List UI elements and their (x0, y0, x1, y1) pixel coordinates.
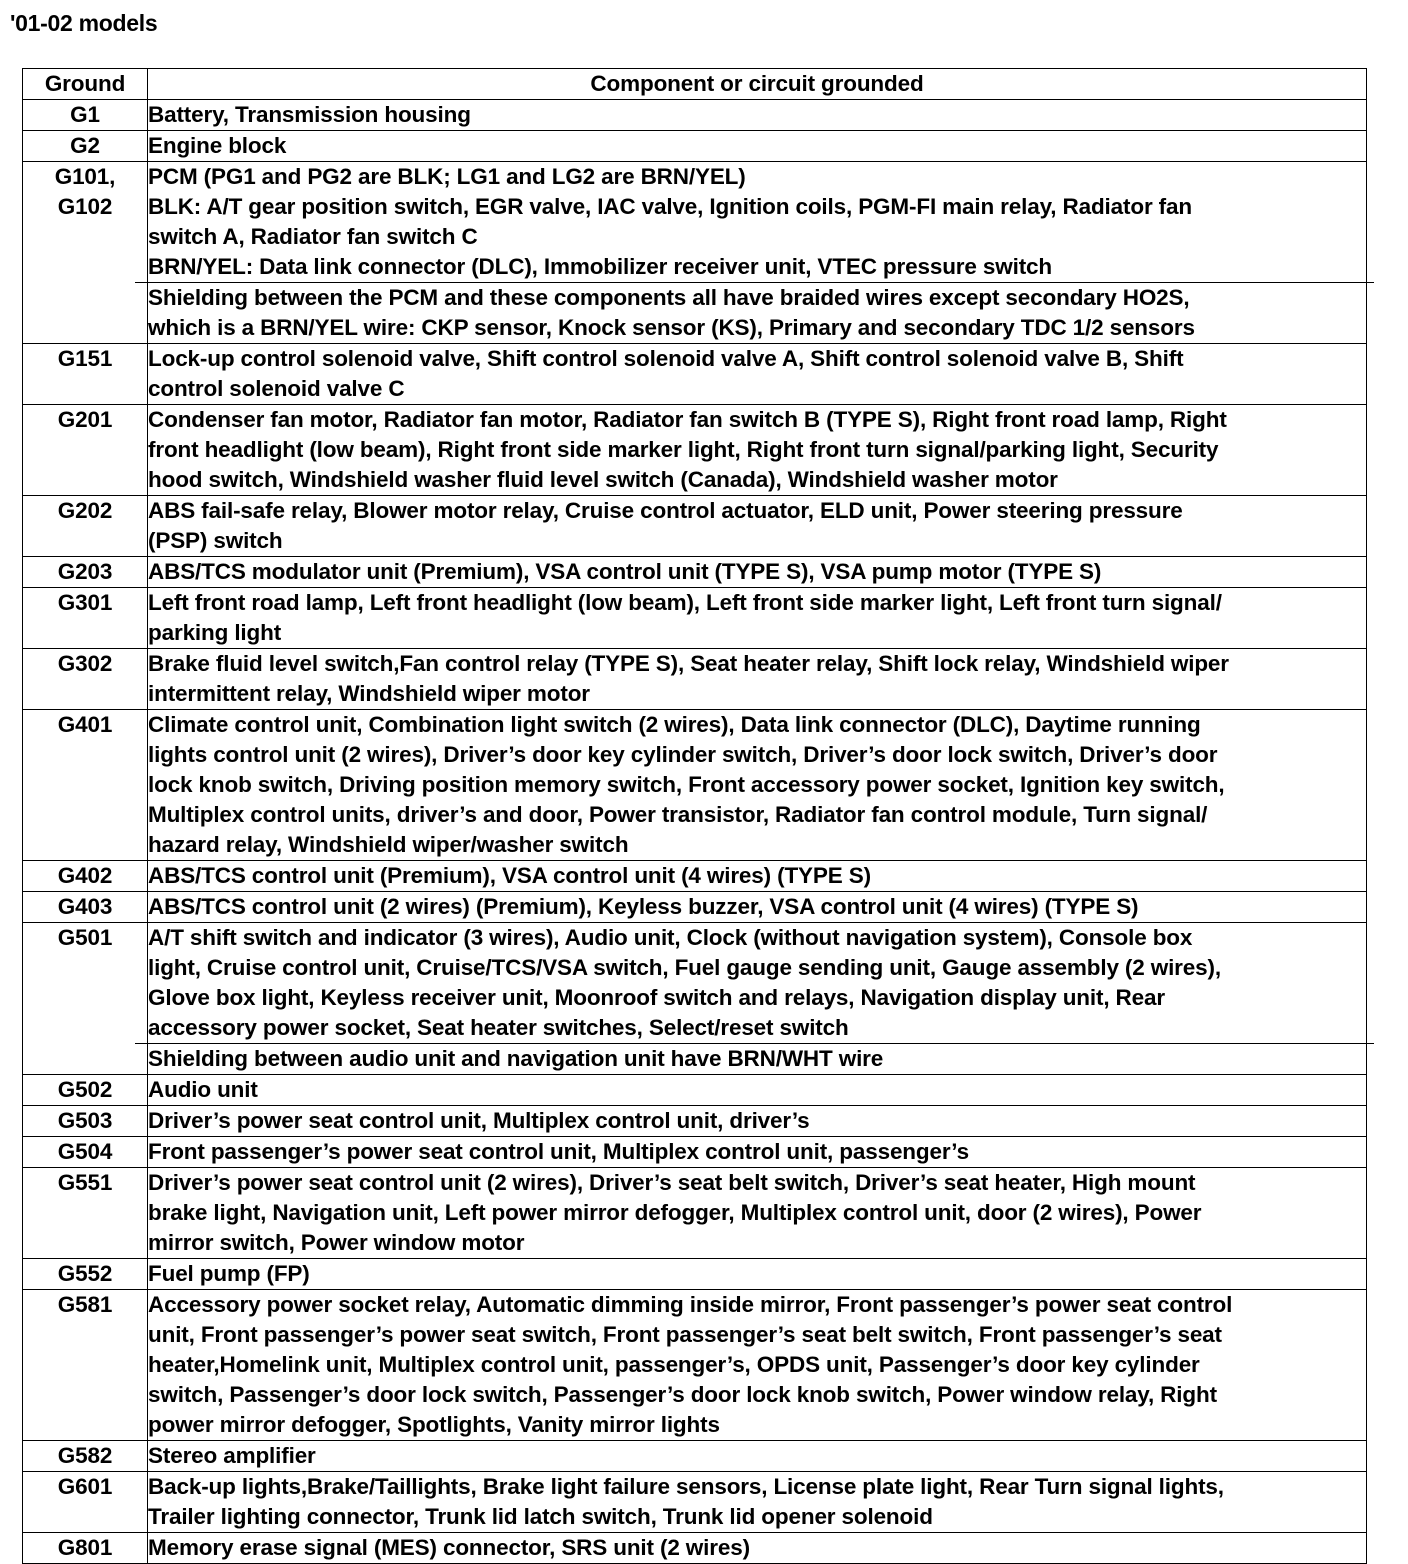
ground-cell (23, 1075, 148, 1106)
page-title: '01-02 models (10, 10, 158, 36)
component-line: (PSP) switch (148, 528, 283, 553)
ground-cell (23, 892, 148, 923)
ground-cell (23, 344, 148, 405)
component-block (148, 496, 1366, 556)
component-block (148, 923, 1366, 1043)
component-line: Trailer lighting connector, Trunk lid latch switch, Trunk lid opener solenoid (148, 1504, 933, 1529)
ground-cell (23, 131, 148, 162)
table-row (23, 861, 1367, 892)
ground-cell (23, 588, 148, 649)
ground-id: G2 (70, 133, 100, 158)
component-line: Stereo amplifier (148, 1443, 316, 1468)
component-block (148, 710, 1366, 860)
component-block (148, 557, 1366, 587)
component-cell (148, 1290, 1367, 1441)
ground-id: G151 (57, 346, 113, 371)
table-row (23, 892, 1367, 923)
component-line: ABS fail-safe relay, Blower motor relay, Cruise control actuator, ELD unit, Power steering pressure (148, 498, 1183, 523)
table-row (23, 1441, 1367, 1472)
ground-id: G302 (57, 651, 113, 676)
component-cell (148, 1137, 1367, 1168)
component-line: Shielding between audio unit and navigation unit have BRN/WHT wire (148, 1046, 884, 1071)
ground-id: G501 (57, 925, 113, 950)
table-row (23, 1137, 1367, 1168)
ground-cell (23, 557, 148, 588)
ground-id: G582 (57, 1443, 113, 1468)
ground-cell (23, 162, 148, 344)
component-block (148, 162, 1366, 282)
ground-cell (23, 923, 148, 1075)
component-line: hood switch, Windshield washer fluid level switch (Canada), Windshield washer motor (148, 467, 1058, 492)
table-row (23, 1106, 1367, 1137)
table-row (23, 1290, 1367, 1441)
ground-id: G201 (57, 407, 113, 432)
component-line: Climate control unit, Combination light switch (2 wires), Data link connector (DLC), Daytime running (148, 712, 1201, 737)
component-cell (148, 1472, 1367, 1533)
component-line: Engine block (148, 133, 287, 158)
component-cell (148, 100, 1367, 131)
component-block (148, 405, 1366, 495)
component-line: Multiplex control units, driver’s and door, Power transistor, Radiator fan control module, Turn signal/ (148, 802, 1208, 827)
component-cell (148, 1168, 1367, 1259)
component-cell (148, 588, 1367, 649)
component-line: Driver’s power seat control unit, Multiplex control unit, driver’s (148, 1108, 810, 1133)
ground-id: G403 (57, 894, 113, 919)
component-line: Memory erase signal (MES) connector, SRS unit (2 wires) (148, 1535, 750, 1560)
component-line: intermittent relay, Windshield wiper motor (148, 681, 590, 706)
component-line: BLK: A/T gear position switch, EGR valve, IAC valve, Ignition coils, PGM-FI main relay, Radiator fan (148, 194, 1192, 219)
component-line: light, Cruise control unit, Cruise/TCS/VSA switch, Fuel gauge sending unit, Gauge assembly (2 wires), (148, 955, 1221, 980)
ground-table (22, 68, 1367, 1564)
component-cell (148, 1106, 1367, 1137)
table-row (23, 1168, 1367, 1259)
table-row (23, 496, 1367, 557)
component-line: Shielding between the PCM and these components all have braided wires except secondary HO2S, (148, 285, 1190, 310)
ground-id: G601 (57, 1474, 113, 1499)
component-block (148, 1259, 1366, 1289)
component-line: ABS/TCS modulator unit (Premium), VSA control unit (TYPE S), VSA pump motor (TYPE S) (148, 559, 1102, 584)
component-block (148, 861, 1366, 891)
table-row (23, 649, 1367, 710)
ground-id: G102 (57, 194, 113, 219)
component-block (148, 1137, 1366, 1167)
component-line: BRN/YEL: Data link connector (DLC), Immobilizer receiver unit, VTEC pressure switch (148, 254, 1052, 279)
ground-cell (23, 1106, 148, 1137)
ground-cell (23, 405, 148, 496)
component-cell (148, 1441, 1367, 1472)
ground-cell (23, 1472, 148, 1533)
ground-cell (23, 649, 148, 710)
component-line: control solenoid valve C (148, 376, 405, 401)
component-cell (148, 892, 1367, 923)
component-line: front headlight (low beam), Right front side marker light, Right front turn signal/parking light, Security (148, 437, 1219, 462)
component-block (148, 1168, 1366, 1258)
component-cell (148, 1075, 1367, 1106)
table-row (23, 1259, 1367, 1290)
table-row (23, 1472, 1367, 1533)
component-line: Driver’s power seat control unit (2 wires), Driver’s seat belt switch, Driver’s seat heater, High mount (148, 1170, 1196, 1195)
ground-id: G551 (57, 1170, 113, 1195)
component-block (148, 1441, 1366, 1471)
component-block (148, 588, 1366, 648)
component-block (148, 344, 1366, 404)
header-row (23, 69, 1367, 100)
component-cell (148, 649, 1367, 710)
component-line: Back-up lights,Brake/Taillights, Brake light failure sensors, License plate light, Rear Turn signal lights, (148, 1474, 1224, 1499)
component-line: Brake fluid level switch,Fan control relay (TYPE S), Seat heater relay, Shift lock relay, Windshield wiper (148, 651, 1229, 676)
component-line: heater,Homelink unit, Multiplex control unit, passenger’s, OPDS unit, Passenger’s door key cylinder (148, 1352, 1200, 1377)
ground-cell (23, 710, 148, 861)
ground-cell (23, 100, 148, 131)
ground-cell (23, 1137, 148, 1168)
table-row (23, 100, 1367, 131)
component-cell (148, 405, 1367, 496)
ground-id: G101, (54, 164, 116, 189)
component-cell (148, 496, 1367, 557)
table-body (23, 100, 1367, 1564)
component-line: switch A, Radiator fan switch C (148, 224, 478, 249)
component-line: parking light (148, 620, 282, 645)
component-cell (148, 1259, 1367, 1290)
component-cell (148, 131, 1367, 162)
component-line: ABS/TCS control unit (2 wires) (Premium), Keyless buzzer, VSA control unit (4 wires) (TYPE S) (148, 894, 1139, 919)
component-column-header: Component or circuit grounded (148, 69, 1367, 100)
component-line: Condenser fan motor, Radiator fan motor, Radiator fan switch B (TYPE S), Right front road lamp, Right (148, 407, 1227, 432)
component-cell (148, 923, 1367, 1075)
ground-id: G202 (57, 498, 113, 523)
component-line: Lock-up control solenoid valve, Shift control solenoid valve A, Shift control solenoid valve B, Shift (148, 346, 1184, 371)
ground-id: G301 (57, 590, 113, 615)
component-line: PCM (PG1 and PG2 are BLK; LG1 and LG2 are BRN/YEL) (148, 164, 746, 189)
component-line: power mirror defogger, Spotlights, Vanity mirror lights (148, 1412, 720, 1437)
component-block (148, 649, 1366, 709)
component-block (148, 100, 1366, 130)
component-cell (148, 344, 1367, 405)
component-block (148, 1106, 1366, 1136)
component-line: Accessory power socket relay, Automatic dimming inside mirror, Front passenger’s power seat control (148, 1292, 1233, 1317)
table-row (23, 710, 1367, 861)
component-line: lights control unit (2 wires), Driver’s door key cylinder switch, Driver’s door lock switch, Driver’s door (148, 742, 1218, 767)
ground-cell (23, 1168, 148, 1259)
component-line: A/T shift switch and indicator (3 wires), Audio unit, Clock (without navigation system), Console box (148, 925, 1193, 950)
component-cell (148, 861, 1367, 892)
component-line: Fuel pump (FP) (148, 1261, 310, 1286)
ground-column-header: Ground (23, 69, 148, 100)
component-block (135, 1043, 1374, 1074)
component-line: Glove box light, Keyless receiver unit, Moonroof switch and relays, Navigation display unit, Rear (148, 985, 1165, 1010)
ground-id: G581 (57, 1292, 113, 1317)
component-block (148, 131, 1366, 161)
component-line: mirror switch, Power window motor (148, 1230, 525, 1255)
component-line: which is a BRN/YEL wire: CKP sensor, Knock sensor (KS), Primary and secondary TDC 1/2 sensors (148, 315, 1195, 340)
component-block (148, 1533, 1366, 1563)
ground-cell (23, 1441, 148, 1472)
ground-id: G504 (57, 1139, 113, 1164)
ground-id: G402 (57, 863, 113, 888)
ground-id: G801 (57, 1535, 113, 1560)
component-line: switch, Passenger’s door lock switch, Passenger’s door lock knob switch, Power window relay, Right (148, 1382, 1217, 1407)
table-row (23, 131, 1367, 162)
component-cell (148, 162, 1367, 344)
table-row (23, 557, 1367, 588)
component-cell (148, 1533, 1367, 1564)
component-line: Left front road lamp, Left front headlight (low beam), Left front side marker light, Left front turn signal/ (148, 590, 1222, 615)
table-row (23, 1075, 1367, 1106)
ground-cell (23, 1290, 148, 1441)
table-row (23, 923, 1367, 1075)
ground-id: G203 (57, 559, 113, 584)
component-line: Front passenger’s power seat control unit, Multiplex control unit, passenger’s (148, 1139, 969, 1164)
table-row (23, 405, 1367, 496)
component-block (148, 1075, 1366, 1105)
component-line: Battery, Transmission housing (148, 102, 471, 127)
ground-cell (23, 1259, 148, 1290)
component-block (148, 1472, 1366, 1532)
ground-id: G1 (70, 102, 100, 127)
ground-cell (23, 861, 148, 892)
ground-id: G552 (57, 1261, 113, 1286)
component-block (148, 1290, 1366, 1440)
ground-cell (23, 1533, 148, 1564)
ground-id: G401 (57, 712, 113, 737)
component-line: hazard relay, Windshield wiper/washer switch (148, 832, 629, 857)
component-line: lock knob switch, Driving position memory switch, Front accessory power socket, Ignition key switch, (148, 772, 1225, 797)
component-block (135, 282, 1374, 343)
component-cell (148, 557, 1367, 588)
component-block (148, 892, 1366, 922)
component-line: ABS/TCS control unit (Premium), VSA control unit (4 wires) (TYPE S) (148, 863, 871, 888)
table-row (23, 344, 1367, 405)
component-line: Audio unit (148, 1077, 258, 1102)
table-row (23, 162, 1367, 344)
ground-cell (23, 496, 148, 557)
table-row (23, 1533, 1367, 1564)
component-cell (148, 710, 1367, 861)
component-line: accessory power socket, Seat heater switches, Select/reset switch (148, 1015, 849, 1040)
ground-id: G502 (57, 1077, 113, 1102)
ground-id: G503 (57, 1108, 113, 1133)
component-line: unit, Front passenger’s power seat switch, Front passenger’s seat belt switch, Front passenger’s seat (148, 1322, 1222, 1347)
component-line: brake light, Navigation unit, Left power mirror defogger, Multiplex control unit, door (2 wires), Power (148, 1200, 1202, 1225)
table-row (23, 588, 1367, 649)
